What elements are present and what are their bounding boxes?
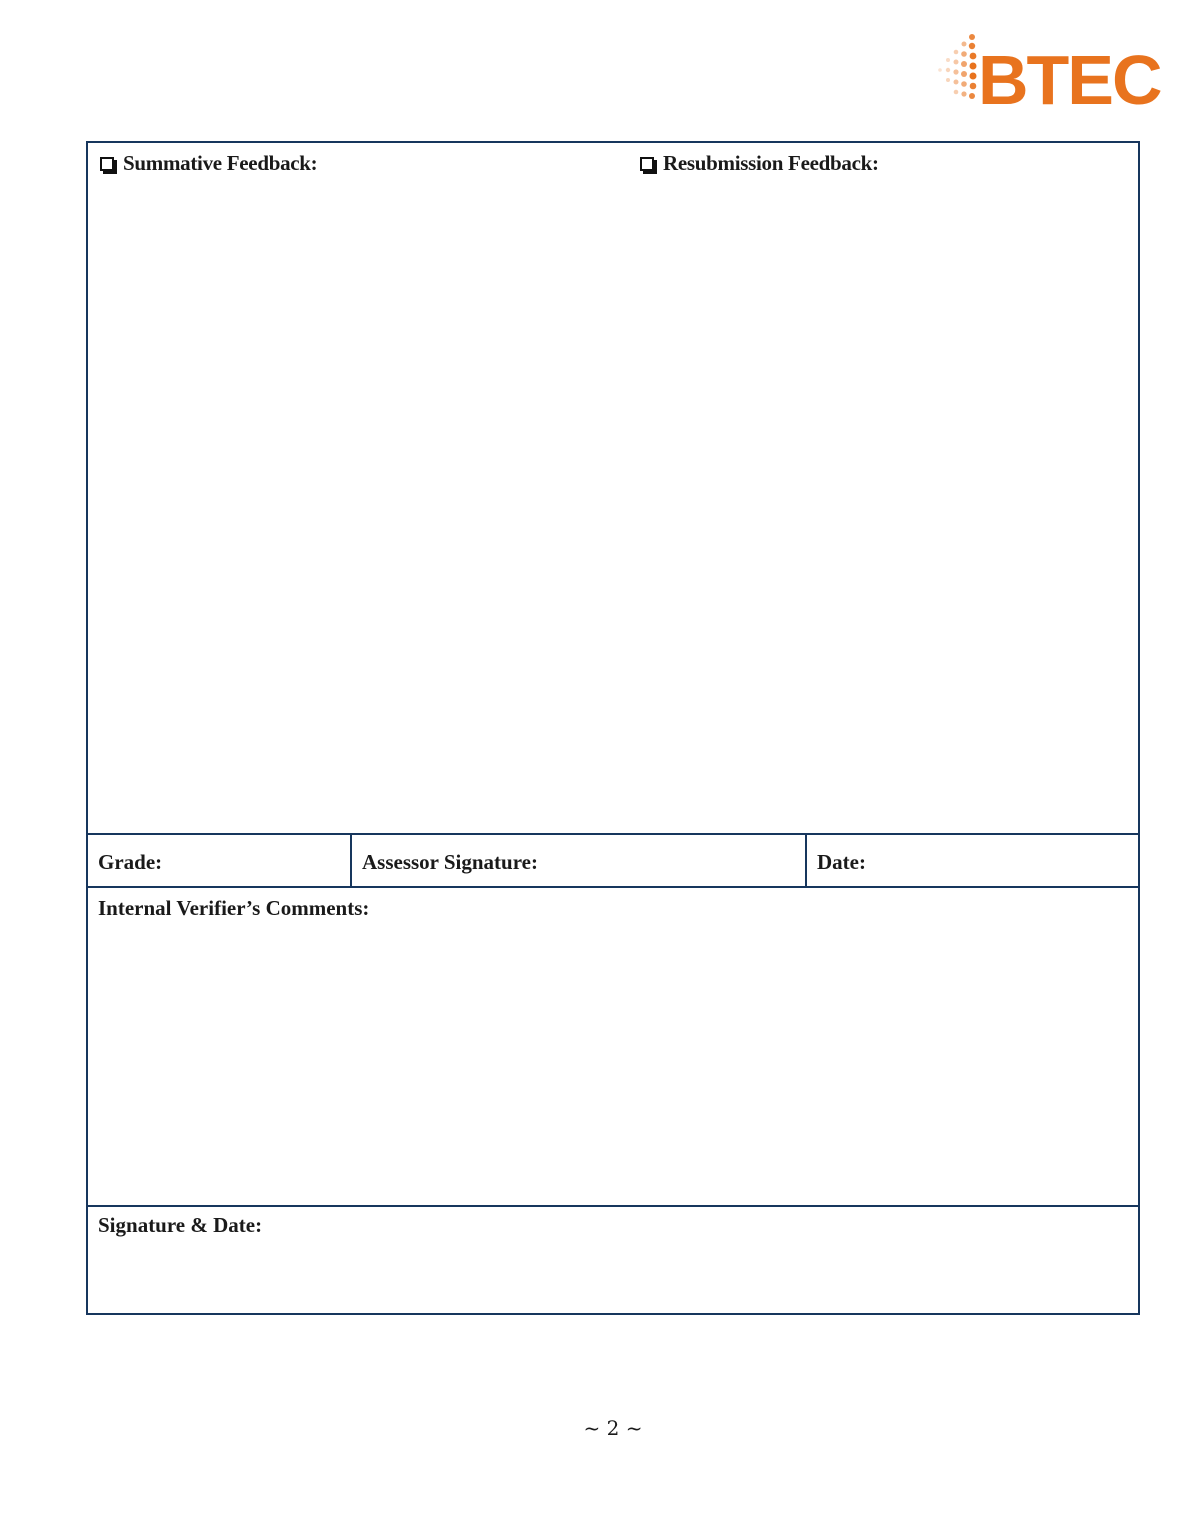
grade-label: Grade:	[98, 850, 163, 874]
btec-logo	[932, 30, 1172, 110]
resubmission-checkbox-icon[interactable]	[640, 157, 654, 171]
internal-verifier-comments-field[interactable]	[88, 888, 1138, 1207]
summative-checkbox-icon[interactable]	[100, 157, 114, 171]
feedback-section	[88, 143, 1138, 835]
summative-feedback-label: Summative Feedback:	[123, 151, 318, 175]
assessor-signature-label: Assessor Signature:	[362, 850, 538, 874]
assessor-signature-field[interactable]	[352, 835, 807, 886]
summative-feedback-option[interactable]	[100, 151, 317, 176]
feedback-form-table	[86, 141, 1140, 1315]
resubmission-feedback-option[interactable]	[640, 151, 879, 176]
logo-wordmark: BTEC	[978, 41, 1161, 110]
date-label: Date:	[817, 850, 866, 874]
logo-dots-icon	[938, 34, 976, 99]
grade-field[interactable]	[88, 835, 352, 886]
grade-row	[88, 835, 1138, 888]
internal-verifier-comments-label: Internal Verifier’s Comments:	[98, 896, 370, 920]
page-number: ~ 2 ~	[583, 1416, 643, 1440]
date-field[interactable]	[807, 835, 1138, 886]
resubmission-feedback-label: Resubmission Feedback:	[663, 151, 879, 175]
signature-date-field[interactable]	[88, 1207, 1138, 1313]
signature-date-label: Signature & Date:	[98, 1213, 263, 1237]
